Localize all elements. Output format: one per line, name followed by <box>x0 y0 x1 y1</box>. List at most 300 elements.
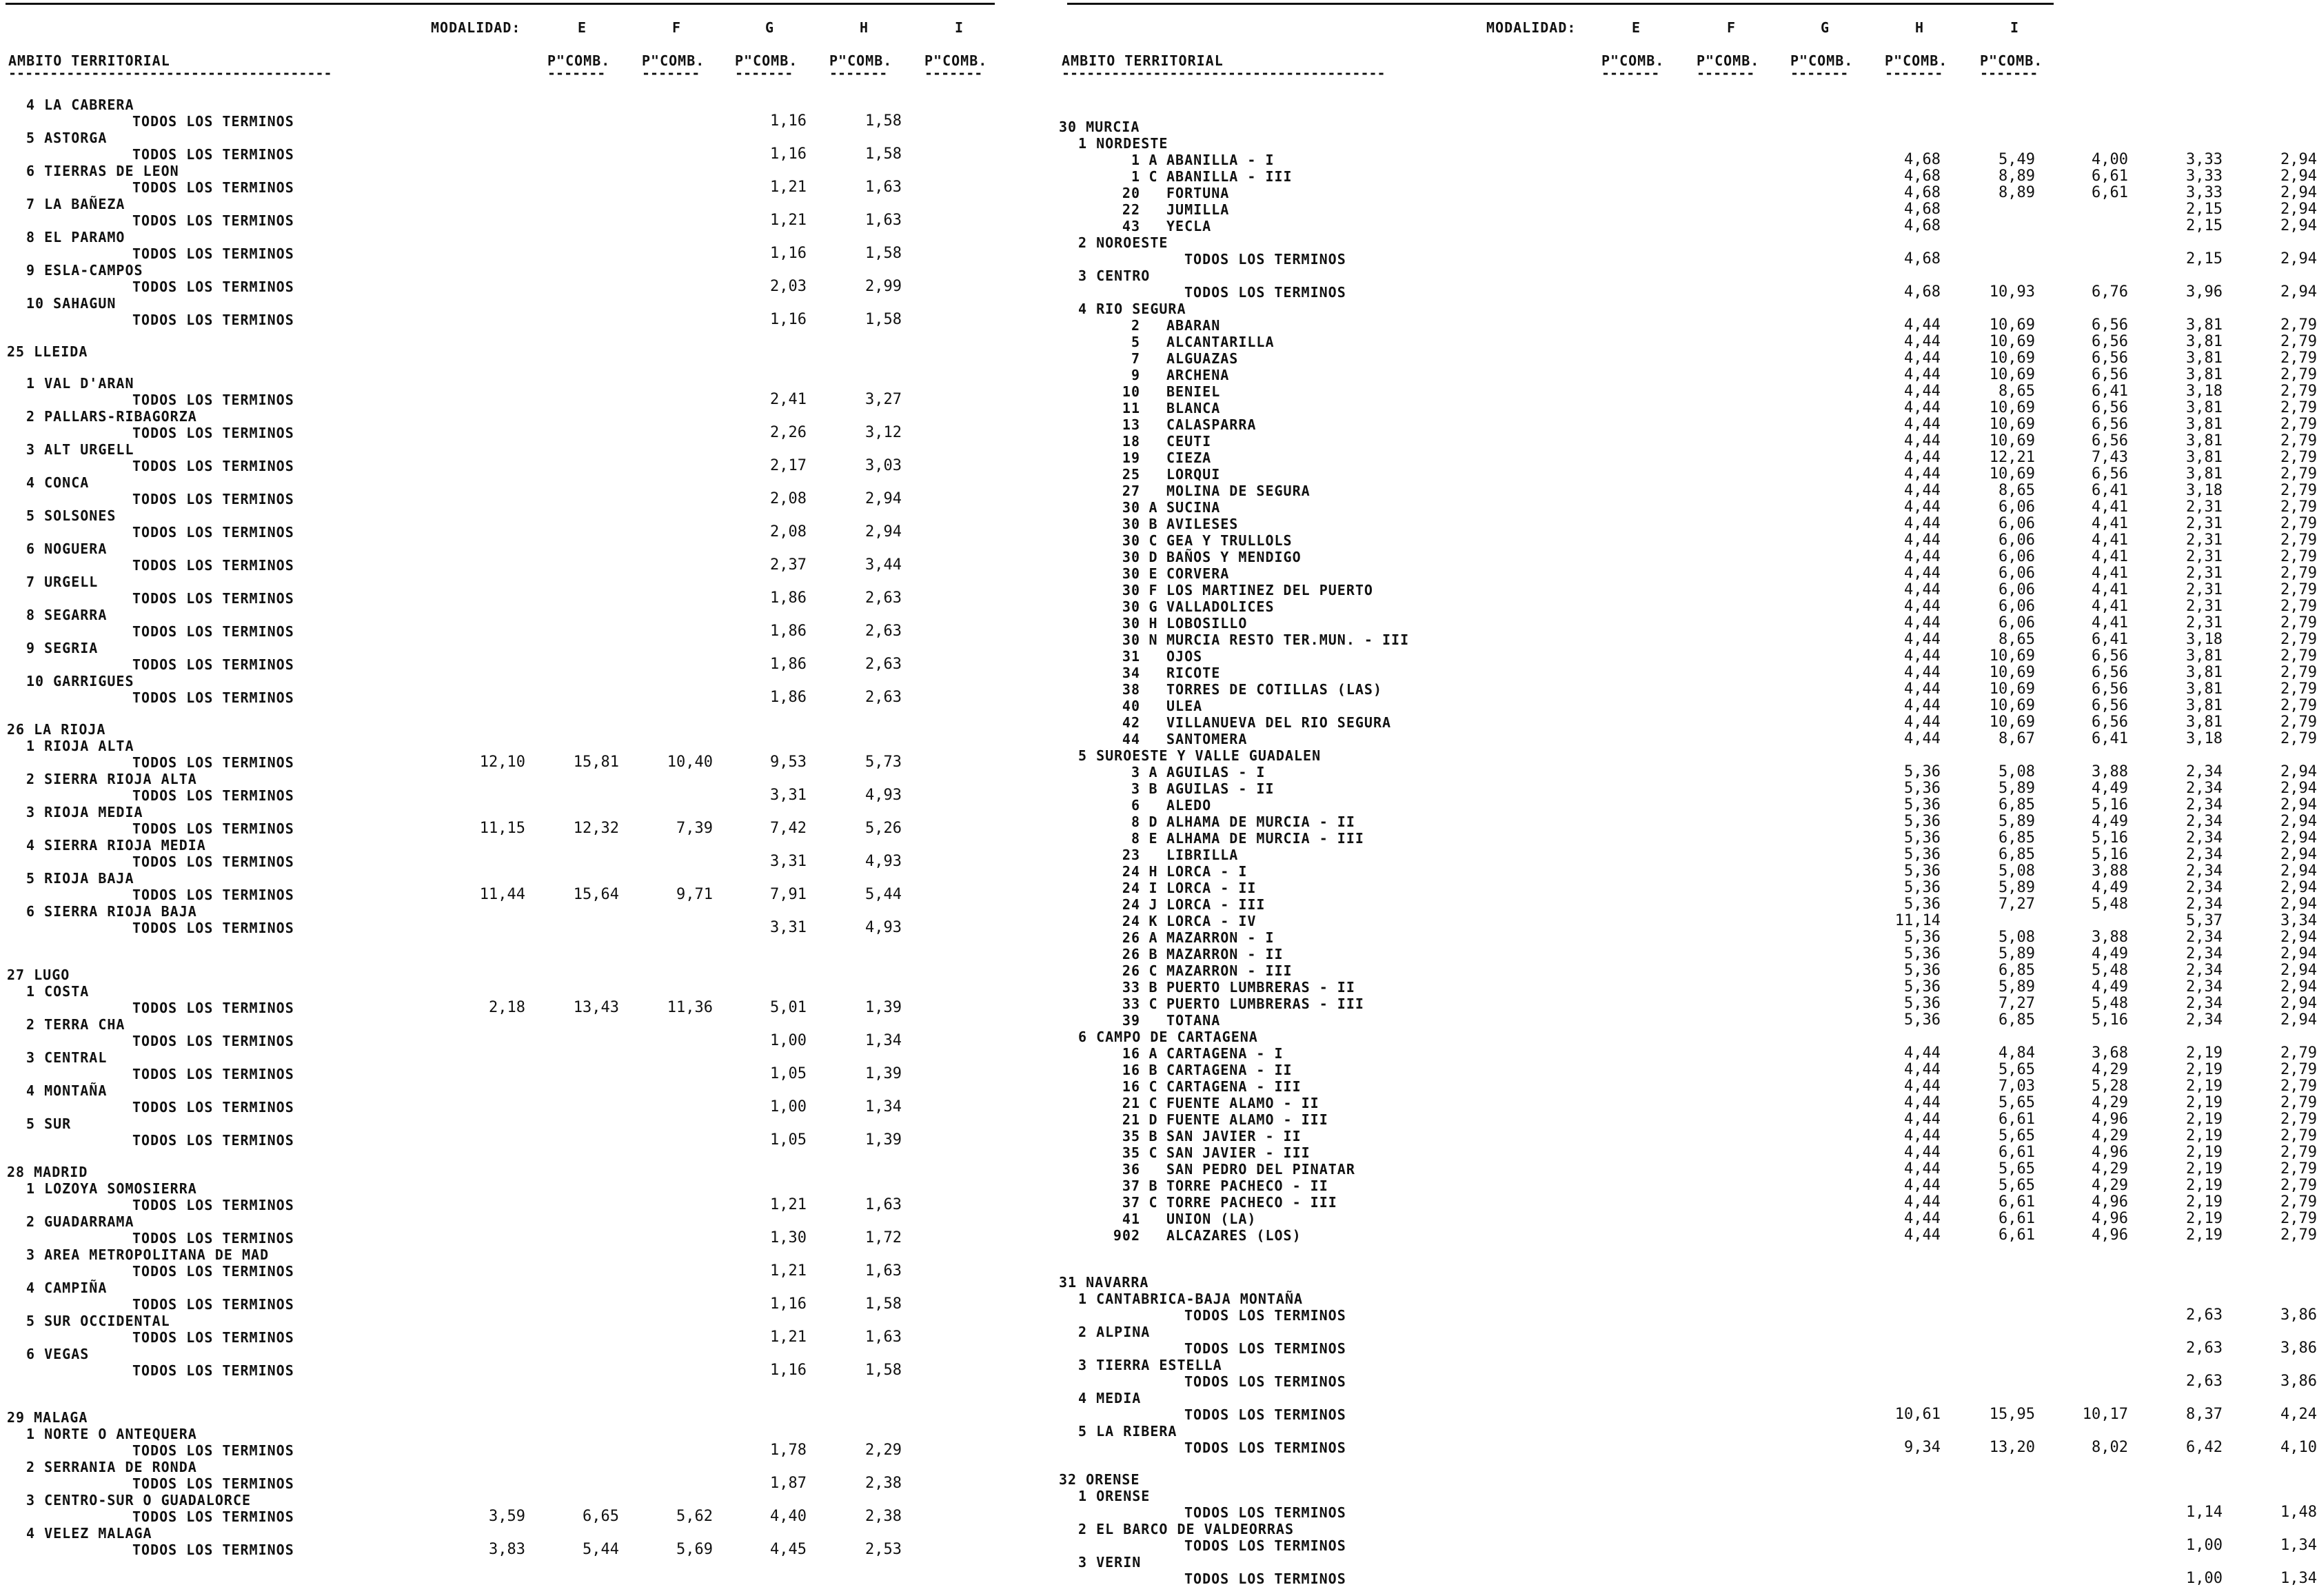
municipio-name: MAZARRON - I <box>1166 929 1275 946</box>
value-cell: 1,39 <box>865 1065 902 1082</box>
value-cell: 6,42 <box>2186 1439 2223 1456</box>
zone-heading: 10 GARRIGUES <box>26 673 134 689</box>
province-heading: 31 NAVARRA <box>1059 1274 1149 1291</box>
value-cell: 7,42 <box>770 820 807 837</box>
value-cell: 2,79 <box>2280 730 2317 747</box>
value-cell: 10,69 <box>1989 316 2035 334</box>
todos-label: TODOS LOS TERMINOS <box>132 1000 294 1016</box>
municipio-row <box>1059 1193 2317 1211</box>
value-cell: 4,84 <box>1999 1044 2035 1062</box>
municipio-name: CARTAGENA - II <box>1166 1062 1293 1078</box>
municipio-name: MURCIA RESTO TER.MUN. - III <box>1166 632 1410 648</box>
zone-heading: 3 AREA METROPOLITANA DE MAD <box>26 1246 270 1263</box>
value-cell: 5,65 <box>1999 1160 2035 1178</box>
municipio-row <box>1059 416 2317 433</box>
municipio-row <box>1059 350 2317 367</box>
value-cell: 2,18 <box>489 999 525 1016</box>
comarca-heading: 1 NORDESTE <box>1078 135 1168 152</box>
todos-los-terminos-row <box>7 1542 1000 1558</box>
value-cell: 2,79 <box>2280 1127 2317 1144</box>
value-cell: 4,44 <box>1904 383 1941 400</box>
value-cell: 2,19 <box>2186 1044 2223 1062</box>
value-cell: 6,65 <box>583 1508 619 1525</box>
value-cell: 3,81 <box>2186 465 2223 483</box>
municipio-suffix: B <box>1149 979 1158 996</box>
municipio-row <box>1059 1144 2317 1161</box>
value-cell: 4,44 <box>1904 1078 1941 1095</box>
todos-label: TODOS LOS TERMINOS <box>1184 1504 1346 1521</box>
value-cell: 2,79 <box>2280 680 2317 698</box>
value-cell: 8,65 <box>1999 383 2035 400</box>
value-cell: 2,94 <box>2280 813 2317 830</box>
todos-label: TODOS LOS TERMINOS <box>132 425 294 441</box>
municipio-code: 30 <box>1122 549 1140 565</box>
municipio-row <box>1059 1177 2317 1194</box>
municipio-name: CARTAGENA - III <box>1166 1078 1302 1095</box>
value-cell: 2,94 <box>2280 763 2317 780</box>
municipio-code: 18 <box>1122 433 1140 449</box>
value-cell: 2,79 <box>2280 1160 2317 1178</box>
municipio-code: 16 <box>1122 1045 1140 1062</box>
municipio-code: 16 <box>1122 1062 1140 1078</box>
value-cell: 6,06 <box>1999 581 2035 598</box>
todos-label: TODOS LOS TERMINOS <box>132 1263 294 1280</box>
value-cell: 1,63 <box>865 179 902 196</box>
municipio-code: 902 <box>1113 1227 1140 1244</box>
value-cell: 1,16 <box>770 112 807 130</box>
value-cell: 6,76 <box>2092 283 2128 301</box>
municipio-code: 33 <box>1122 996 1140 1012</box>
municipio-suffix: E <box>1149 565 1158 582</box>
value-cell: 4,44 <box>1904 449 1941 466</box>
value-cell: 1,34 <box>2280 1537 2317 1554</box>
municipio-name: SAN JAVIER - III <box>1166 1144 1311 1161</box>
value-cell: 4,44 <box>1904 465 1941 483</box>
value-cell: 8,67 <box>1999 730 2035 747</box>
value-cell: 2,19 <box>2186 1226 2223 1244</box>
value-cell: 3,86 <box>2280 1340 2317 1357</box>
value-cell: 2,79 <box>2280 664 2317 681</box>
municipio-code: 3 <box>1131 780 1140 797</box>
value-cell: 3,18 <box>2186 383 2223 400</box>
value-cell: 2,19 <box>2186 1160 2223 1178</box>
municipio-suffix: I <box>1149 880 1158 896</box>
municipio-row <box>1059 829 2317 847</box>
column-pcomb-label: P"COMB. <box>735 52 798 69</box>
municipio-name: FUENTE ALAMO - II <box>1166 1095 1319 1111</box>
value-cell: 5,01 <box>770 999 807 1016</box>
zone-heading: 2 SIERRA RIOJA ALTA <box>26 771 197 787</box>
value-cell: 2,79 <box>2280 581 2317 598</box>
todos-los-terminos-row <box>7 392 1000 408</box>
zone-heading: 8 SEGARRA <box>26 607 108 623</box>
value-cell: 2,94 <box>2280 862 2317 880</box>
municipio-name: FUENTE ALAMO - III <box>1166 1111 1328 1128</box>
column-pcomb-label: P"COMB. <box>1790 52 1854 69</box>
value-cell: 2,79 <box>2280 515 2317 532</box>
todos-los-terminos-row <box>7 1000 1000 1016</box>
municipio-suffix: B <box>1149 1178 1158 1194</box>
value-cell: 2,79 <box>2280 548 2317 565</box>
todos-label: TODOS LOS TERMINOS <box>132 557 294 574</box>
todos-los-terminos-row <box>7 425 1000 441</box>
todos-label: TODOS LOS TERMINOS <box>132 1362 294 1379</box>
municipio-row <box>1059 548 2317 565</box>
value-cell: 2,08 <box>770 523 807 541</box>
value-cell: 4,44 <box>1904 614 1941 632</box>
municipio-name: JUMILLA <box>1166 201 1230 218</box>
value-cell: 4,68 <box>1904 217 1941 234</box>
municipio-row <box>1059 532 2317 549</box>
column-letter: E <box>1632 19 1641 36</box>
value-cell: 4,44 <box>1904 697 1941 714</box>
todos-los-terminos-row <box>7 212 1000 229</box>
todos-los-terminos-row <box>1059 1340 2317 1357</box>
value-cell: 4,41 <box>2092 548 2128 565</box>
value-cell: 5,16 <box>2092 1011 2128 1029</box>
todos-label: TODOS LOS TERMINOS <box>132 1475 294 1492</box>
municipio-code: 24 <box>1122 896 1140 913</box>
municipio-name: AGUILAS - II <box>1166 780 1275 797</box>
todos-los-terminos-row <box>1059 250 2317 267</box>
value-cell: 4,44 <box>1904 482 1941 499</box>
value-cell: 4,44 <box>1904 532 1941 549</box>
municipio-row <box>1059 168 2317 185</box>
value-cell: 5,36 <box>1904 1011 1941 1029</box>
column-rule: ------- <box>829 65 888 81</box>
municipio-name: LORCA - IV <box>1166 913 1257 929</box>
municipio-row <box>1059 995 2317 1012</box>
value-cell: 1,00 <box>2186 1537 2223 1554</box>
municipio-name: ALGUAZAS <box>1166 350 1239 367</box>
value-cell: 4,93 <box>865 919 902 936</box>
todos-label: TODOS LOS TERMINOS <box>132 1329 294 1346</box>
todos-los-terminos-row <box>7 1442 1000 1459</box>
municipio-name: ALCANTARILLA <box>1166 334 1275 350</box>
value-cell: 6,56 <box>2092 697 2128 714</box>
municipio-suffix: C <box>1149 1144 1158 1161</box>
municipio-code: 5 <box>1131 334 1140 350</box>
zone-heading: 5 RIOJA BAJA <box>26 870 134 887</box>
municipio-name: MAZARRON - III <box>1166 962 1293 979</box>
value-cell: 1,05 <box>770 1131 807 1149</box>
value-cell: 2,79 <box>2280 1144 2317 1161</box>
value-cell: 2,34 <box>2186 763 2223 780</box>
column-pcomb-label: P"COMB. <box>829 52 893 69</box>
todos-los-terminos-row <box>7 1099 1000 1115</box>
value-cell: 2,03 <box>770 278 807 295</box>
zone-heading: 2 EL BARCO DE VALDEORRAS <box>1078 1521 1294 1537</box>
value-cell: 6,56 <box>2092 680 2128 698</box>
value-cell: 2,34 <box>2186 796 2223 814</box>
value-cell: 1,63 <box>865 212 902 229</box>
value-cell: 3,33 <box>2186 168 2223 185</box>
municipio-row <box>1059 383 2317 400</box>
value-cell: 3,27 <box>865 391 902 408</box>
province-heading: 32 ORENSE <box>1059 1471 1140 1488</box>
zone-heading: 2 ALPINA <box>1078 1324 1151 1340</box>
value-cell: 1,63 <box>865 1262 902 1280</box>
value-cell: 11,36 <box>667 999 713 1016</box>
municipio-name: PUERTO LUMBRERAS - III <box>1166 996 1364 1012</box>
municipio-name: ARCHENA <box>1166 367 1230 383</box>
value-cell: 12,32 <box>573 820 619 837</box>
municipio-name: ALCAZARES (LOS) <box>1166 1227 1302 1244</box>
municipio-name: TORRE PACHECO - II <box>1166 1178 1328 1194</box>
value-cell: 1,86 <box>770 623 807 640</box>
value-cell: 3,81 <box>2186 697 2223 714</box>
value-cell: 8,65 <box>1999 482 2035 499</box>
value-cell: 5,89 <box>1999 978 2035 996</box>
todos-label: TODOS LOS TERMINOS <box>132 656 294 673</box>
municipio-suffix: A <box>1149 764 1158 780</box>
municipio-code: 30 <box>1122 598 1140 615</box>
municipio-suffix: C <box>1149 1078 1158 1095</box>
municipio-row <box>1059 1160 2317 1178</box>
spacer <box>7 1394 1000 1409</box>
value-cell: 2,94 <box>2280 796 2317 814</box>
value-cell: 3,31 <box>770 919 807 936</box>
value-cell: 5,89 <box>1999 813 2035 830</box>
todos-label: TODOS LOS TERMINOS <box>132 1508 294 1525</box>
municipio-row <box>1059 680 2317 698</box>
municipio-row <box>1059 631 2317 648</box>
column-letter: I <box>2010 19 2020 36</box>
value-cell: 2,79 <box>2280 714 2317 731</box>
value-cell: 6,85 <box>1999 829 2035 847</box>
value-cell: 6,06 <box>1999 548 2035 565</box>
municipio-name: BLANCA <box>1166 400 1221 416</box>
comarca-heading: 4 RIO SEGURA <box>1078 301 1186 317</box>
value-cell: 1,86 <box>770 689 807 706</box>
municipio-code: 19 <box>1122 449 1140 466</box>
value-cell: 5,36 <box>1904 780 1941 797</box>
todos-label: TODOS LOS TERMINOS <box>132 524 294 541</box>
todos-label: TODOS LOS TERMINOS <box>132 1230 294 1246</box>
value-cell: 5,65 <box>1999 1127 2035 1144</box>
value-cell: 3,18 <box>2186 482 2223 499</box>
todos-label: TODOS LOS TERMINOS <box>132 1296 294 1313</box>
municipio-suffix: C <box>1149 1095 1158 1111</box>
value-cell: 1,58 <box>865 145 902 163</box>
value-cell: 4,44 <box>1904 631 1941 648</box>
todos-los-terminos-row <box>7 1230 1000 1246</box>
value-cell: 2,08 <box>770 490 807 507</box>
municipio-code: 22 <box>1122 201 1140 218</box>
value-cell: 5,16 <box>2092 846 2128 863</box>
value-cell: 1,58 <box>865 112 902 130</box>
value-cell: 3,81 <box>2186 647 2223 665</box>
zone-heading: 5 SOLSONES <box>26 507 117 524</box>
column-rule: ------- <box>1885 65 1943 81</box>
value-cell: 4,29 <box>2092 1094 2128 1111</box>
municipio-row <box>1059 217 2317 234</box>
value-cell: 6,06 <box>1999 532 2035 549</box>
value-cell: 2,63 <box>2186 1340 2223 1357</box>
value-cell: 2,94 <box>2280 995 2317 1012</box>
todos-los-terminos-row <box>7 787 1000 804</box>
todos-label: TODOS LOS TERMINOS <box>1184 251 1346 267</box>
value-cell: 4,44 <box>1904 333 1941 350</box>
municipio-code: 24 <box>1122 863 1140 880</box>
municipio-name: TOTANA <box>1166 1012 1221 1029</box>
value-cell: 4,44 <box>1904 1094 1941 1111</box>
value-cell: 1,16 <box>770 311 807 328</box>
province-heading: 25 LLEIDA <box>7 343 88 360</box>
municipio-code: 37 <box>1122 1194 1140 1211</box>
municipio-code: 30 <box>1122 516 1140 532</box>
value-cell: 4,44 <box>1904 416 1941 433</box>
value-cell: 6,06 <box>1999 598 2035 615</box>
value-cell: 9,71 <box>676 886 713 903</box>
municipio-row <box>1059 399 2317 416</box>
value-cell: 2,38 <box>865 1475 902 1492</box>
value-cell: 2,94 <box>2280 962 2317 979</box>
ambito-rule: --------------------------------------- <box>1062 65 1386 81</box>
value-cell: 4,68 <box>1904 184 1941 201</box>
value-cell: 4,44 <box>1904 1111 1941 1128</box>
value-cell: 1,00 <box>770 1098 807 1115</box>
value-cell: 2,19 <box>2186 1193 2223 1211</box>
value-cell: 5,73 <box>865 754 902 771</box>
value-cell: 5,26 <box>865 820 902 837</box>
municipio-row <box>1059 581 2317 598</box>
zone-heading: 6 NOGUERA <box>26 541 108 557</box>
value-cell: 1,58 <box>865 1362 902 1379</box>
value-cell: 15,95 <box>1989 1406 2035 1423</box>
value-cell: 2,94 <box>2280 945 2317 962</box>
municipio-name: LORCA - III <box>1166 896 1266 913</box>
municipio-name: ALHAMA DE MURCIA - III <box>1166 830 1364 847</box>
value-cell: 5,16 <box>2092 796 2128 814</box>
municipio-code: 8 <box>1131 814 1140 830</box>
zone-heading: 1 VAL D'ARAN <box>26 375 134 392</box>
municipio-suffix: B <box>1149 780 1158 797</box>
value-cell: 2,94 <box>865 523 902 541</box>
value-cell: 4,44 <box>1904 1210 1941 1227</box>
todos-los-terminos-row <box>7 146 1000 163</box>
value-cell: 5,36 <box>1904 896 1941 913</box>
value-cell: 4,41 <box>2092 498 2128 516</box>
municipio-code: 36 <box>1122 1161 1140 1178</box>
value-cell: 4,41 <box>2092 581 2128 598</box>
value-cell: 6,56 <box>2092 350 2128 367</box>
todos-los-terminos-row <box>7 1362 1000 1379</box>
value-cell: 2,37 <box>770 556 807 574</box>
todos-label: TODOS LOS TERMINOS <box>132 245 294 262</box>
municipio-name: VILLANUEVA DEL RIO SEGURA <box>1166 714 1392 731</box>
municipio-code: 16 <box>1122 1078 1140 1095</box>
value-cell: 7,03 <box>1999 1078 2035 1095</box>
column-pcomb-label: P"COMB. <box>1601 52 1665 69</box>
municipio-name: CEUTI <box>1166 433 1212 449</box>
value-cell: 2,31 <box>2186 581 2223 598</box>
value-cell: 13,20 <box>1989 1439 2035 1456</box>
municipio-row <box>1059 1044 2317 1062</box>
value-cell: 5,44 <box>865 886 902 903</box>
value-cell: 2,15 <box>2186 201 2223 218</box>
municipio-name: SANTOMERA <box>1166 731 1248 747</box>
value-cell: 8,89 <box>1999 184 2035 201</box>
zone-heading: 6 SIERRA RIOJA BAJA <box>26 903 197 920</box>
value-cell: 4,44 <box>1904 565 1941 582</box>
value-cell: 6,06 <box>1999 614 2035 632</box>
value-cell: 4,44 <box>1904 432 1941 449</box>
municipio-row <box>1059 664 2317 681</box>
todos-los-terminos-row <box>1059 283 2317 301</box>
municipio-suffix: C <box>1149 962 1158 979</box>
value-cell: 2,79 <box>2280 498 2317 516</box>
value-cell: 3,03 <box>865 457 902 474</box>
value-cell: 3,81 <box>2186 416 2223 433</box>
value-cell: 3,96 <box>2186 283 2223 301</box>
value-cell: 1,21 <box>770 1262 807 1280</box>
municipio-name: LORCA - I <box>1166 863 1248 880</box>
municipio-row <box>1059 1011 2317 1029</box>
value-cell: 10,69 <box>1989 714 2035 731</box>
municipio-name: CARTAGENA - I <box>1166 1045 1284 1062</box>
value-cell: 2,79 <box>2280 482 2317 499</box>
value-cell: 2,53 <box>865 1541 902 1558</box>
value-cell: 2,79 <box>2280 1078 2317 1095</box>
municipio-row <box>1059 912 2317 929</box>
value-cell: 2,79 <box>2280 532 2317 549</box>
todos-los-terminos-row <box>7 820 1000 837</box>
zone-heading: 1 CANTABRICA-BAJA MONTAÑA <box>1078 1291 1304 1307</box>
value-cell: 6,06 <box>1999 515 2035 532</box>
municipio-name: LOS MARTINEZ DEL PUERTO <box>1166 582 1373 598</box>
value-cell: 2,94 <box>2280 151 2317 168</box>
value-cell: 7,27 <box>1999 896 2035 913</box>
value-cell: 2,19 <box>2186 1094 2223 1111</box>
municipio-row <box>1059 846 2317 863</box>
todos-los-terminos-row <box>7 491 1000 507</box>
municipio-name: ABANILLA - III <box>1166 168 1293 185</box>
value-cell: 5,08 <box>1999 763 2035 780</box>
value-cell: 6,41 <box>2092 730 2128 747</box>
municipio-row <box>1059 796 2317 814</box>
value-cell: 1,86 <box>770 656 807 673</box>
province-heading: 28 MADRID <box>7 1164 88 1180</box>
value-cell: 10,69 <box>1989 680 2035 698</box>
value-cell: 10,69 <box>1989 432 2035 449</box>
value-cell: 6,61 <box>1999 1144 2035 1161</box>
value-cell: 5,08 <box>1999 929 2035 946</box>
todos-label: TODOS LOS TERMINOS <box>132 754 294 771</box>
value-cell: 7,43 <box>2092 449 2128 466</box>
municipio-code: 30 <box>1122 532 1140 549</box>
value-cell: 2,34 <box>2186 896 2223 913</box>
zone-heading: 3 TIERRA ESTELLA <box>1078 1357 1222 1373</box>
municipio-row <box>1059 449 2317 466</box>
value-cell: 3,83 <box>489 1541 525 1558</box>
value-cell: 2,79 <box>2280 647 2317 665</box>
zone-heading: 4 VELEZ MALAGA <box>26 1525 152 1542</box>
ambito-label: AMBITO TERRITORIAL <box>8 52 170 69</box>
value-cell: 5,48 <box>2092 962 2128 979</box>
column-pcomb-label: P"COMB. <box>547 52 611 69</box>
value-cell: 9,53 <box>770 754 807 771</box>
value-cell: 2,19 <box>2186 1144 2223 1161</box>
value-cell: 2,79 <box>2280 366 2317 383</box>
zone-heading: 4 LA CABRERA <box>26 97 134 113</box>
municipio-name: TORRE PACHECO - III <box>1166 1194 1337 1211</box>
value-cell: 1,39 <box>865 1131 902 1149</box>
value-cell: 4,41 <box>2092 532 2128 549</box>
value-cell: 2,94 <box>2280 829 2317 847</box>
todos-los-terminos-row <box>7 312 1000 328</box>
value-cell: 2,34 <box>2186 929 2223 946</box>
